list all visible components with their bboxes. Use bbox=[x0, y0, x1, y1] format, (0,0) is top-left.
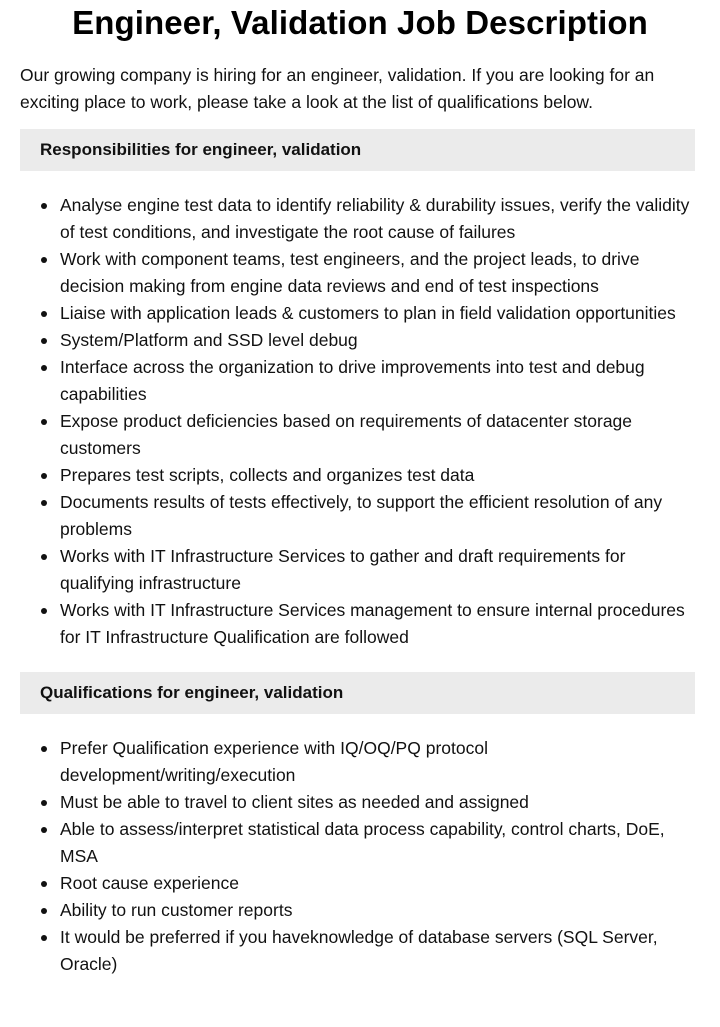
list-item bbox=[60, 735, 695, 789]
list-item bbox=[60, 789, 695, 816]
list-item bbox=[60, 300, 695, 327]
bullet-icon bbox=[41, 257, 47, 263]
list-item bbox=[60, 408, 695, 462]
intro-paragraph: Our growing company is hiring for an engineer, validation. If you are looking for an exciting place to work, please take a look at the list of qualifications below. bbox=[20, 65, 655, 112]
list-item bbox=[60, 597, 695, 651]
list-item-text: Must be able to travel to client sites as needed and assigned bbox=[60, 792, 529, 812]
bullet-icon bbox=[41, 554, 47, 560]
list-item bbox=[60, 327, 695, 354]
bullet-icon bbox=[41, 203, 47, 209]
list-item bbox=[60, 462, 695, 489]
bullet-icon bbox=[41, 746, 47, 752]
bullet-icon bbox=[41, 881, 47, 887]
list-item-text: Liaise with application leads & customers to plan in field validation opportunities bbox=[60, 303, 676, 323]
list-item-text: Interface across the organization to drive improvements into test and debug capabilities bbox=[60, 357, 645, 404]
bullet-icon bbox=[41, 827, 47, 833]
responsibilities-heading: Responsibilities for engineer, validation bbox=[20, 129, 695, 171]
bullet-icon bbox=[41, 311, 47, 317]
list-item bbox=[60, 870, 695, 897]
list-item-text: Work with component teams, test engineers, and the project leads, to drive decision making from engine data reviews and end of test inspections bbox=[60, 249, 640, 296]
list-item bbox=[60, 246, 695, 300]
bullet-icon bbox=[41, 908, 47, 914]
bullet-icon bbox=[41, 473, 47, 479]
bullet-icon bbox=[41, 935, 47, 941]
list-item-text: Expose product deficiencies based on requirements of datacenter storage customers bbox=[60, 411, 633, 458]
list-item-text: Works with IT Infrastructure Services management to ensure internal procedures for IT Infrastructure Qualification are followed bbox=[60, 600, 685, 647]
list-item bbox=[60, 897, 695, 924]
qualifications-heading: Qualifications for engineer, validation bbox=[20, 672, 695, 714]
list-item-text: Prepares test scripts, collects and organizes test data bbox=[60, 465, 475, 485]
list-item-text: Prefer Qualification experience with IQ/OQ/PQ protocol development/writing/execution bbox=[60, 738, 488, 785]
bullet-icon bbox=[41, 365, 47, 371]
bullet-icon bbox=[41, 419, 47, 425]
list-item bbox=[60, 354, 695, 408]
list-item-text: Able to assess/interpret statistical data process capability, control charts, DoE, MSA bbox=[60, 819, 665, 866]
list-item-text: Ability to run customer reports bbox=[60, 900, 293, 920]
list-item-text: It would be preferred if you haveknowledge of database servers (SQL Server, Oracle) bbox=[60, 927, 658, 974]
list-item-text: Works with IT Infrastructure Services to gather and draft requirements for qualifying infrastructure bbox=[60, 546, 626, 593]
list-item-text: Analyse engine test data to identify reliability & durability issues, verify the validity of test conditions, and investigate the root cause of failures bbox=[60, 195, 690, 242]
bullet-icon bbox=[41, 338, 47, 344]
bullet-icon bbox=[41, 500, 47, 506]
list-item-text: Documents results of tests effectively, to support the efficient resolution of any problems bbox=[60, 492, 663, 539]
list-item bbox=[60, 816, 695, 870]
list-item-text: System/Platform and SSD level debug bbox=[60, 330, 358, 350]
list-item bbox=[60, 924, 695, 978]
bullet-icon bbox=[41, 608, 47, 614]
list-item bbox=[60, 192, 695, 246]
bullet-icon bbox=[41, 800, 47, 806]
qualifications-list bbox=[20, 735, 695, 978]
list-item-text: Root cause experience bbox=[60, 873, 239, 893]
responsibilities-list bbox=[20, 192, 695, 651]
page-title: Engineer, Validation Job Description bbox=[72, 4, 648, 41]
list-item bbox=[60, 489, 695, 543]
list-item bbox=[60, 543, 695, 597]
